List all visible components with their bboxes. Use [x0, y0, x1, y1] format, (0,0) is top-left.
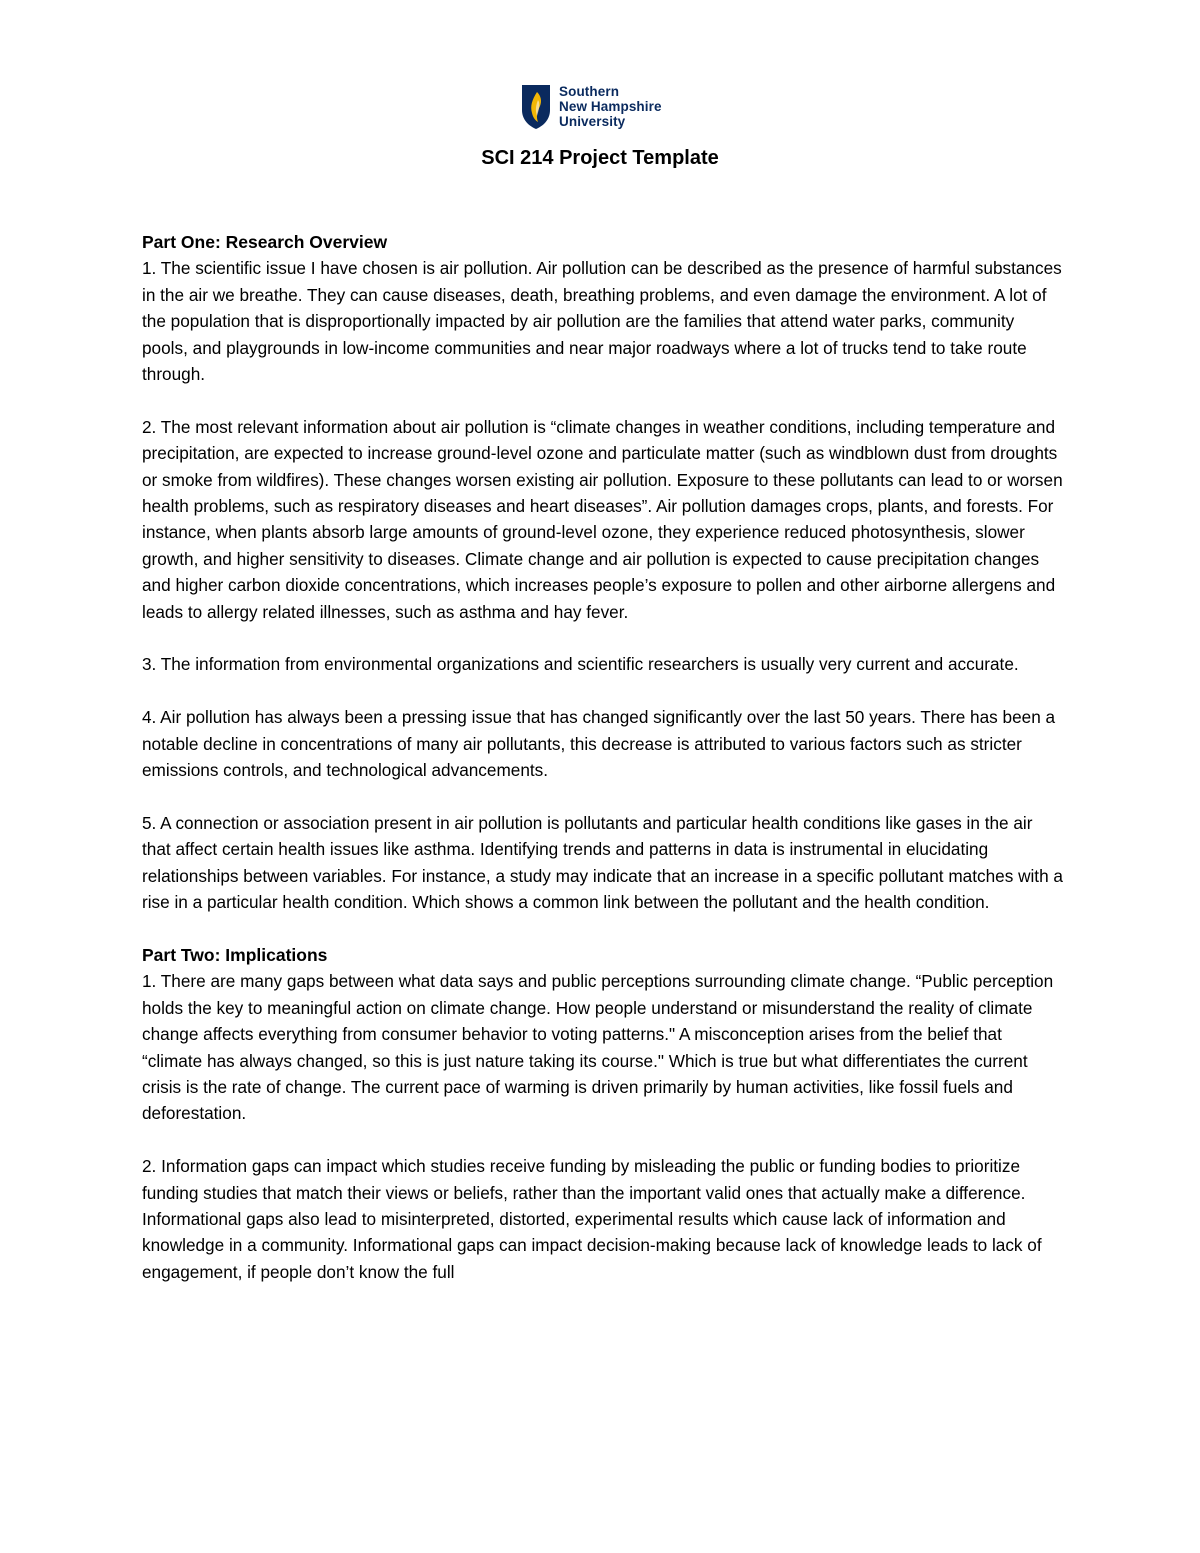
part-one-paragraph-4: 4. Air pollution has always been a pressing issue that has changed significantly over the last 50 years. There has been a notable decline in concentrations of many air pollutants, this decrease is attributed to various factors such as stricter emissions controls, and technological advancements. — [142, 707, 1056, 781]
part-one-paragraph-5: 5. A connection or association present in air pollution is pollutants and particular health conditions like gases in the air that affect certain health issues like asthma. Identifying trends and patterns in data is instrumental in elucidating relationships between variables. For instance, a study may indicate that an increase in a specific pollutant matches with a rise in a particular health condition. Which shows a common link between the pollutant and the health condition. — [142, 812, 1063, 913]
page-title: SCI 214 Project Template — [481, 147, 719, 169]
part-one-heading: Part One: Research Overview — [142, 232, 388, 252]
part-one-paragraph-2: 2. The most relevant information about air pollution is “climate changes in weather conditions, including temperature and precipitation, are expected to increase ground-level ozone and particulate matter (such as windblown dust from droughts or smoke from wildfires). These changes worsen existing air pollution. Exposure to these pollutants can lead to or worsen health problems, such as respiratory diseases and heart diseases”. Air pollution damages crops, plants, and forests. For instance, when plants absorb large amounts of ground-level ozone, they experience reduced photosynthesis, slower growth, and higher sensitivity to diseases. Climate change and air pollution is expected to cause precipitation changes and higher carbon dioxide concentrations, which increases people’s exposure to pollen and other airborne allergens and leads to allergy related illnesses, such as asthma and hay fever. — [142, 416, 1063, 622]
part-one-paragraph-1: 1. The scientific issue I have chosen is air pollution. Air pollution can be described as the presence of harmful substances in the air we breathe. They can cause diseases, death, breathing problems, and even damage the environment. A lot of the population that is disproportionally impacted by air pollution are the families that attend water parks, community pools, and playgrounds in low-income communities and near major roadways where a lot of trucks tend to take route through. — [142, 258, 1062, 385]
university-logo — [521, 84, 691, 132]
logo-line-1: Southern — [559, 84, 620, 99]
logo-line-2: New Hampshire — [559, 99, 662, 114]
logo-line-3: University — [559, 114, 626, 129]
part-two-paragraph-1: 1. There are many gaps between what data says and public perceptions surrounding climate change. “Public perception holds the key to meaningful action on climate change. How people understand or misunderstand the reality of climate change affects everything from consumer behavior to voting patterns." A misconception arises from the belief that “climate has always changed, so this is just nature taking its course." Which is true but what differentiates the current crisis is the rate of change. The current pace of warming is driven primarily by human activities, like fossil fuels and deforestation. — [142, 971, 1054, 1124]
logo-wordmark — [559, 84, 662, 129]
part-two-paragraph-2: 2. Information gaps can impact which studies receive funding by misleading the public or funding bodies to prioritize funding studies that match their views or beliefs, rather than the important valid ones that actually make a difference. Informational gaps also lead to misinterpreted, distorted, experimental results which cause lack of information and knowledge in a community. Informational gaps can impact decision-making because lack of knowledge leads to lack of engagement, if people don’t know the full — [142, 1156, 1042, 1282]
part-two-heading: Part Two: Implications — [142, 944, 328, 965]
document-body — [142, 229, 1064, 1312]
shield-flame-icon — [521, 84, 551, 130]
part-one-paragraph-3: 3. The information from environmental organizations and scientific researchers is usually very current and accurate. — [142, 654, 1019, 675]
